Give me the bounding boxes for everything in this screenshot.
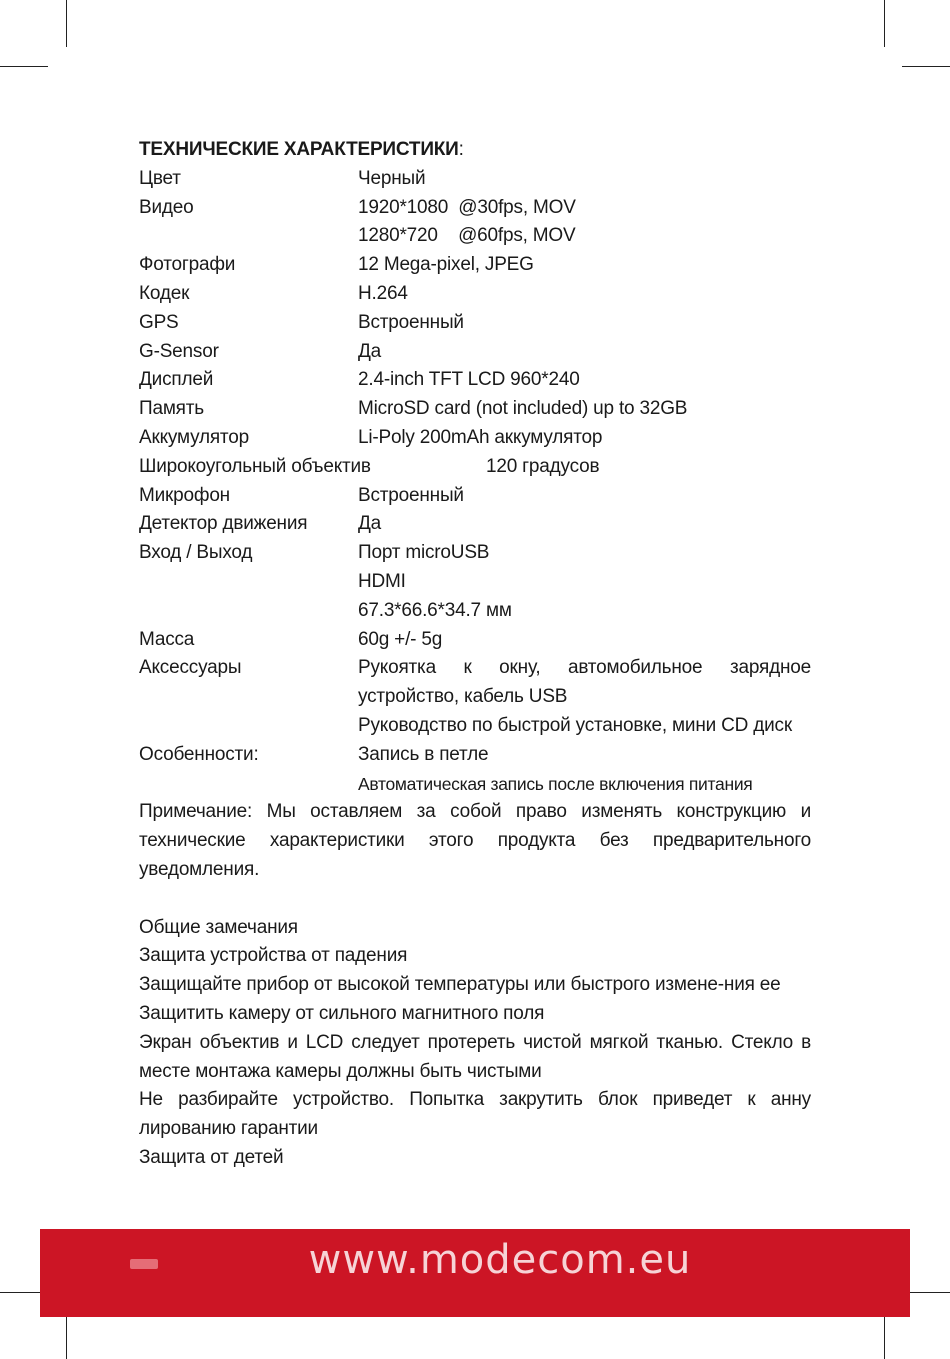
crop-mark	[884, 0, 885, 47]
note-paragraph: Примечание: Мы оставляем за собой право изменять конструкцию и технические характеристики этого продукта без предварительного уведомления.	[139, 801, 811, 880]
spec-row-video: Видео 1920*1080 @30fps, MOV 1280*720 @60fps, MOV	[139, 196, 576, 247]
general-notes	[139, 914, 811, 1173]
spec-list	[139, 165, 811, 799]
footer-url: www.modecom.eu	[308, 1237, 692, 1283]
spec-row-battery: Аккумулятор Li-Poly 200mAh аккумулятор	[139, 426, 603, 448]
spec-row-weight: Масса 60g +/- 5g	[139, 628, 443, 650]
crop-mark	[902, 66, 950, 67]
general-heading: Общие замечания	[139, 916, 298, 938]
spec-row-features: Особенности: Запись в петле Автоматическая запись после включения питания	[139, 743, 753, 794]
page-content	[139, 136, 811, 1173]
spec-row-io: Вход / Выход Порт microUSB HDMI 67.3*66.6*34.7 мм	[139, 542, 512, 621]
spec-row-accessories: Аксессуары Рукоятка к окну, автомобильное зарядное устройство, кабель USB Руководство по быстрой установке, мини CD диск	[139, 657, 811, 736]
spec-row-microphone: Микрофон Встроенный	[139, 484, 464, 506]
list-item: Экран объектив и LCD следует протереть чистой мягкой тканью. Стекло в месте монтажа камеры должны быть чистыми	[139, 1031, 811, 1082]
page-number-mark	[130, 1259, 158, 1269]
spec-row-gps: GPS Встроенный	[139, 311, 464, 333]
page-title: ТЕХНИЧЕСКИЕ ХАРАКТЕРИСТИКИ:	[139, 139, 464, 160]
spec-row-display: Дисплей 2.4-inch TFT LCD 960*240	[139, 369, 580, 391]
list-item: Защитить камеру от сильного магнитного поля	[139, 1002, 545, 1024]
crop-mark	[66, 1312, 67, 1359]
spec-row-wide-angle: Широкоугольный объектив 120 градусов	[139, 455, 600, 477]
list-item: Защита от детей	[139, 1146, 284, 1168]
crop-mark	[66, 0, 67, 47]
footer-banner	[40, 1229, 910, 1317]
spec-row-codec: Кодек H.264	[139, 282, 408, 304]
spec-row-photo: Фотографи 12 Mega-pixel, JPEG	[139, 254, 534, 276]
list-item: Защита устройства от падения	[139, 945, 408, 967]
spec-row-gsensor: G-Sensor Да	[139, 340, 382, 362]
list-item: Не разбирайте устройство. Попытка закрутить блок приведет к анну лированию гарантии	[139, 1089, 811, 1140]
crop-mark	[0, 66, 48, 67]
spec-row-memory: Память MicroSD card (not included) up to 32GB	[139, 398, 688, 420]
spec-row-color: Цвет Черный	[139, 167, 426, 189]
crop-mark	[884, 1312, 885, 1359]
list-item: Защищайте прибор от высокой температуры или быстрого измене-ния ее	[139, 974, 781, 996]
spec-row-motion: Детектор движения Да	[139, 513, 382, 535]
